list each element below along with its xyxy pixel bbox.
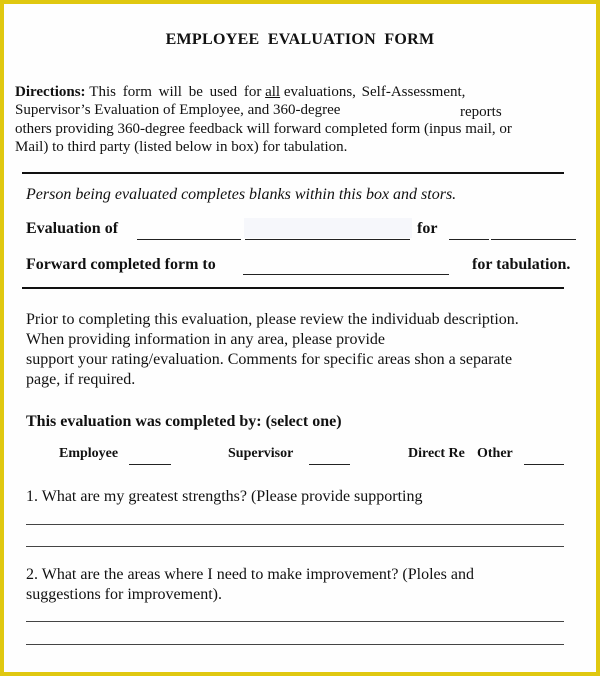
directions-line-2	[15, 101, 340, 119]
prior-line-1: Prior to completing this evaluation, please review the individuab description.	[26, 311, 519, 328]
answer-1-line-2[interactable]	[26, 546, 564, 547]
supervisor-label: Supervisor	[228, 446, 294, 461]
for-field-1[interactable]	[449, 239, 489, 240]
directions-all: all	[265, 84, 281, 100]
directions-line-2-end: reports	[460, 104, 502, 120]
supervisor-field[interactable]	[309, 464, 350, 465]
for-tabulation-label: for tabulation.	[472, 256, 571, 273]
answer-1-line-1[interactable]	[26, 524, 564, 525]
for-field-2[interactable]	[491, 239, 576, 240]
employee-label: Employee	[59, 446, 119, 461]
answer-2-line-2[interactable]	[26, 644, 564, 645]
direct-report-label: Direct Re	[408, 446, 465, 461]
directions-line-4: Mail) to third party (listed below in box) for tabulation.	[15, 139, 348, 155]
directions-text-1: This form will be used for	[89, 84, 262, 100]
prior-line-4: page, if required.	[26, 371, 136, 388]
employee-field[interactable]	[129, 464, 171, 465]
directions-line-3: others providing 360-degree feedback will forward completed form (inpus mail, or	[15, 121, 512, 137]
answer-2-line-1[interactable]	[26, 621, 564, 622]
other-field[interactable]	[524, 464, 564, 465]
directions-text-2: Supervisor’s Evaluation of Employee, and 360-degree	[15, 102, 341, 118]
for-label: for	[417, 220, 438, 237]
prior-line-3: support your rating/evaluation. Comments for specific areas shon a separate	[26, 351, 513, 368]
question-2-line-1: 2. What are the areas where I need to make improvement? (Ploles and	[26, 566, 474, 583]
directions-text-1-end: evaluations, Self-Assessment,	[283, 84, 466, 100]
prior-line-2: When providing information in any area, please provide	[26, 331, 385, 348]
question-1: 1. What are my greatest strengths? (Please provide supporting	[26, 488, 423, 505]
question-2-line-2: suggestions for improvement).	[26, 586, 222, 603]
directions-label: Directions:	[15, 84, 86, 100]
evaluation-of-field-2[interactable]	[245, 239, 410, 240]
form-page	[4, 4, 596, 672]
field-highlight	[244, 218, 412, 238]
forward-to-label: Forward completed form to	[26, 256, 216, 273]
box-intro: Person being evaluated completes blanks within this box and stors.	[26, 186, 457, 203]
other-label: Other	[477, 446, 513, 461]
directions-line-1	[15, 83, 465, 101]
box-top-rule	[22, 172, 564, 174]
completed-by-heading: This evaluation was completed by: (select one)	[26, 413, 342, 430]
form-title: EMPLOYEE EVALUATION FORM	[165, 31, 435, 48]
evaluation-of-field-1[interactable]	[137, 239, 241, 240]
forward-to-field[interactable]	[243, 274, 449, 275]
box-bottom-rule	[22, 287, 564, 289]
evaluation-of-label: Evaluation of	[26, 220, 119, 237]
